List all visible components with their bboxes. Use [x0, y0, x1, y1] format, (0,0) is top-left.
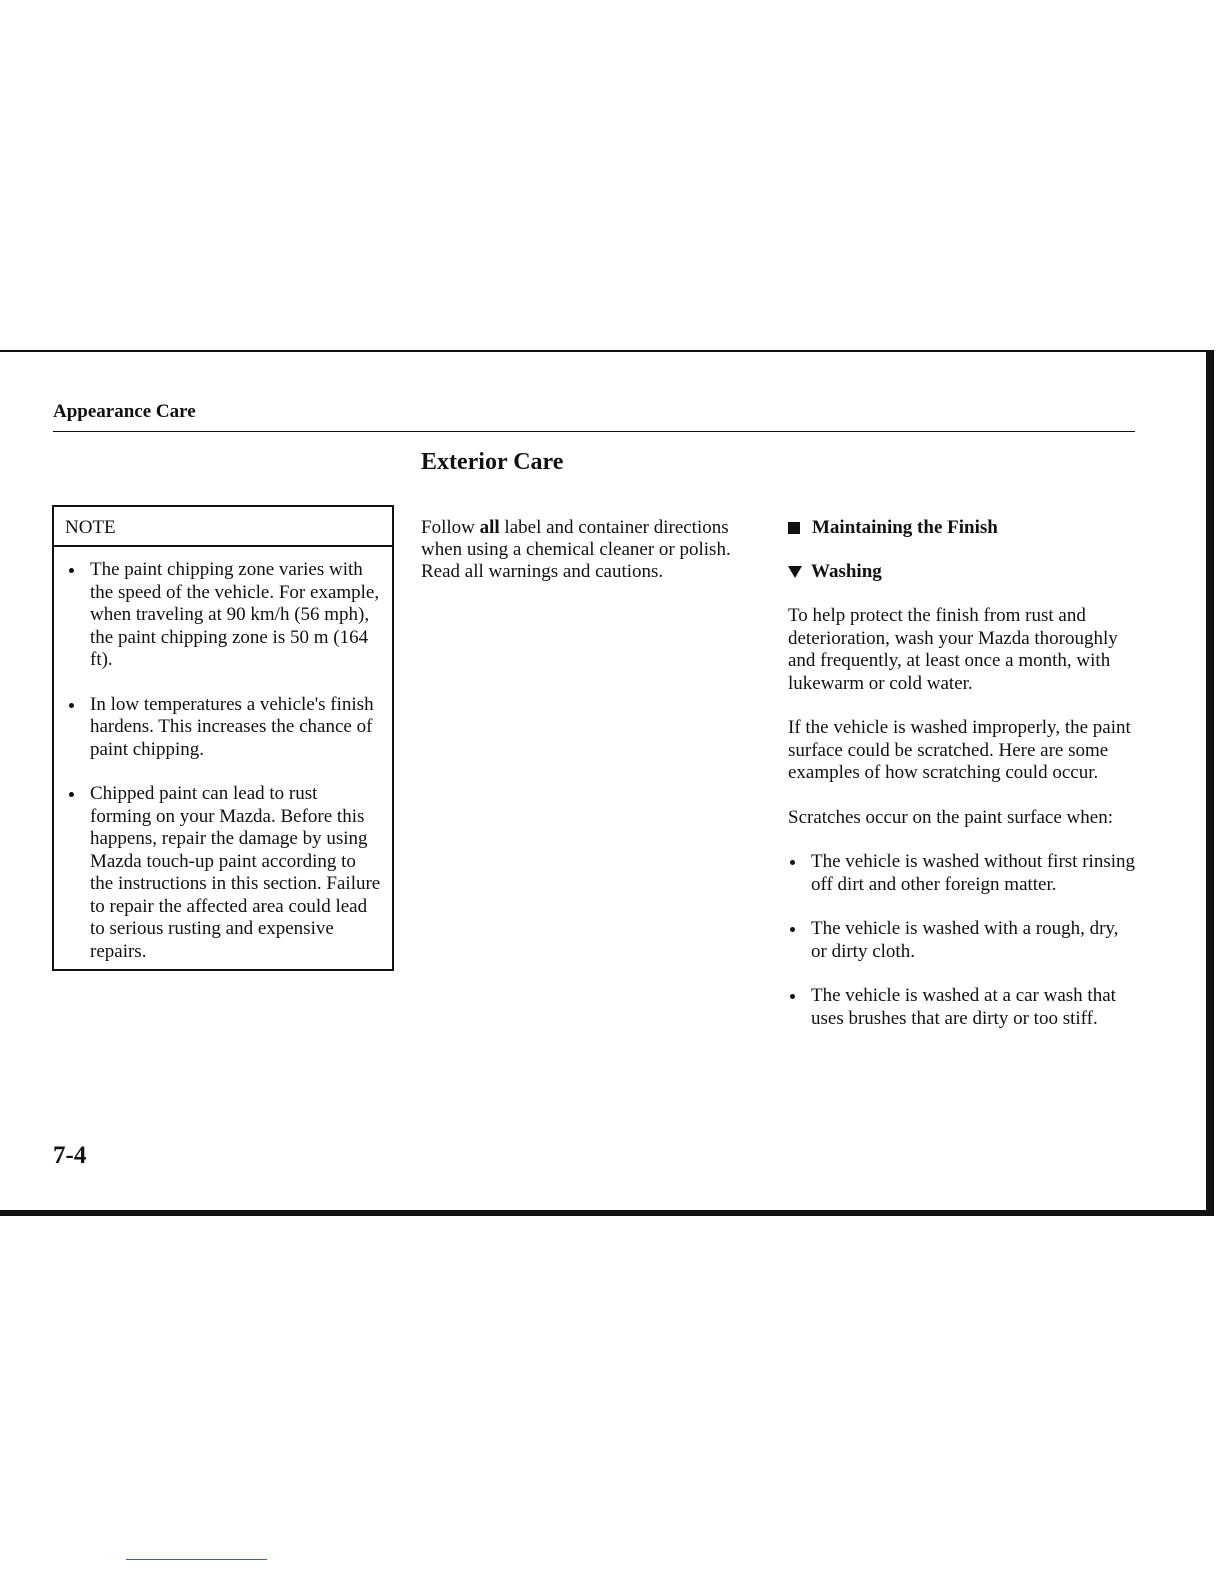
paragraph: To help protect the finish from rust and deterioration, wash your Mazda thoroughly and frequently, at least once a month, with lukewarm or cold water. — [788, 605, 1118, 694]
triangle-down-icon — [788, 566, 802, 578]
page-number: 7-4 — [53, 1142, 87, 1169]
scratch-causes-list — [788, 851, 1138, 1030]
intro-text-start: Follow — [421, 517, 480, 538]
header-rule — [53, 431, 1135, 432]
note-item: Chipped paint can lead to rust forming on your Mazda. Before this happens, repair the damage by using Mazda touch-up paint according to the instructions in this section. Failure to repair the affected area could lead to serious rusting and expensive repairs. — [90, 783, 381, 962]
list-item: The vehicle is washed with a rough, dry, or dirty cloth. — [811, 918, 1138, 963]
intro-paragraph — [421, 517, 766, 583]
washing-heading-text: Washing — [811, 561, 882, 582]
page-bottom-rule — [0, 1210, 1214, 1216]
list-item: The vehicle is washed at a car wash that uses brushes that are dirty or too stiff. — [811, 985, 1138, 1030]
paragraph: Scratches occur on the paint surface when: — [788, 806, 1113, 828]
square-bullet-icon — [788, 522, 800, 534]
note-item: The paint chipping zone varies with the speed of the vehicle. For example, when traveling at 90 km/h (56 mph), the paint chipping zone is 50 m (164 ft). — [90, 559, 382, 672]
note-box — [52, 505, 394, 971]
page-right-bar — [1206, 350, 1214, 1216]
page-top-rule — [0, 350, 1214, 352]
finish-heading — [788, 517, 1138, 539]
list-item: The vehicle is washed without first rinsing off dirt and other foreign matter. — [811, 851, 1138, 896]
finish-column — [788, 517, 1138, 1052]
paragraph: If the vehicle is washed improperly, the paint surface could be scratched. Here are some examples of how scratching could occur. — [788, 717, 1131, 783]
washing-heading — [788, 561, 1138, 583]
note-label: NOTE — [54, 507, 392, 547]
note-item: In low temperatures a vehicle's finish hardens. This increases the chance of paint chipping. — [90, 694, 382, 762]
bottom-link-rule — [126, 1559, 267, 1560]
note-list — [54, 547, 392, 963]
finish-heading-text: Maintaining the Finish — [812, 517, 998, 538]
intro-bold-word: all — [479, 517, 500, 538]
page-title: Exterior Care — [421, 449, 564, 475]
intro-text-end: label and container directions when using a chemical cleaner or polish. Read all warnings and cautions. — [421, 517, 731, 582]
section-header: Appearance Care — [53, 401, 196, 422]
